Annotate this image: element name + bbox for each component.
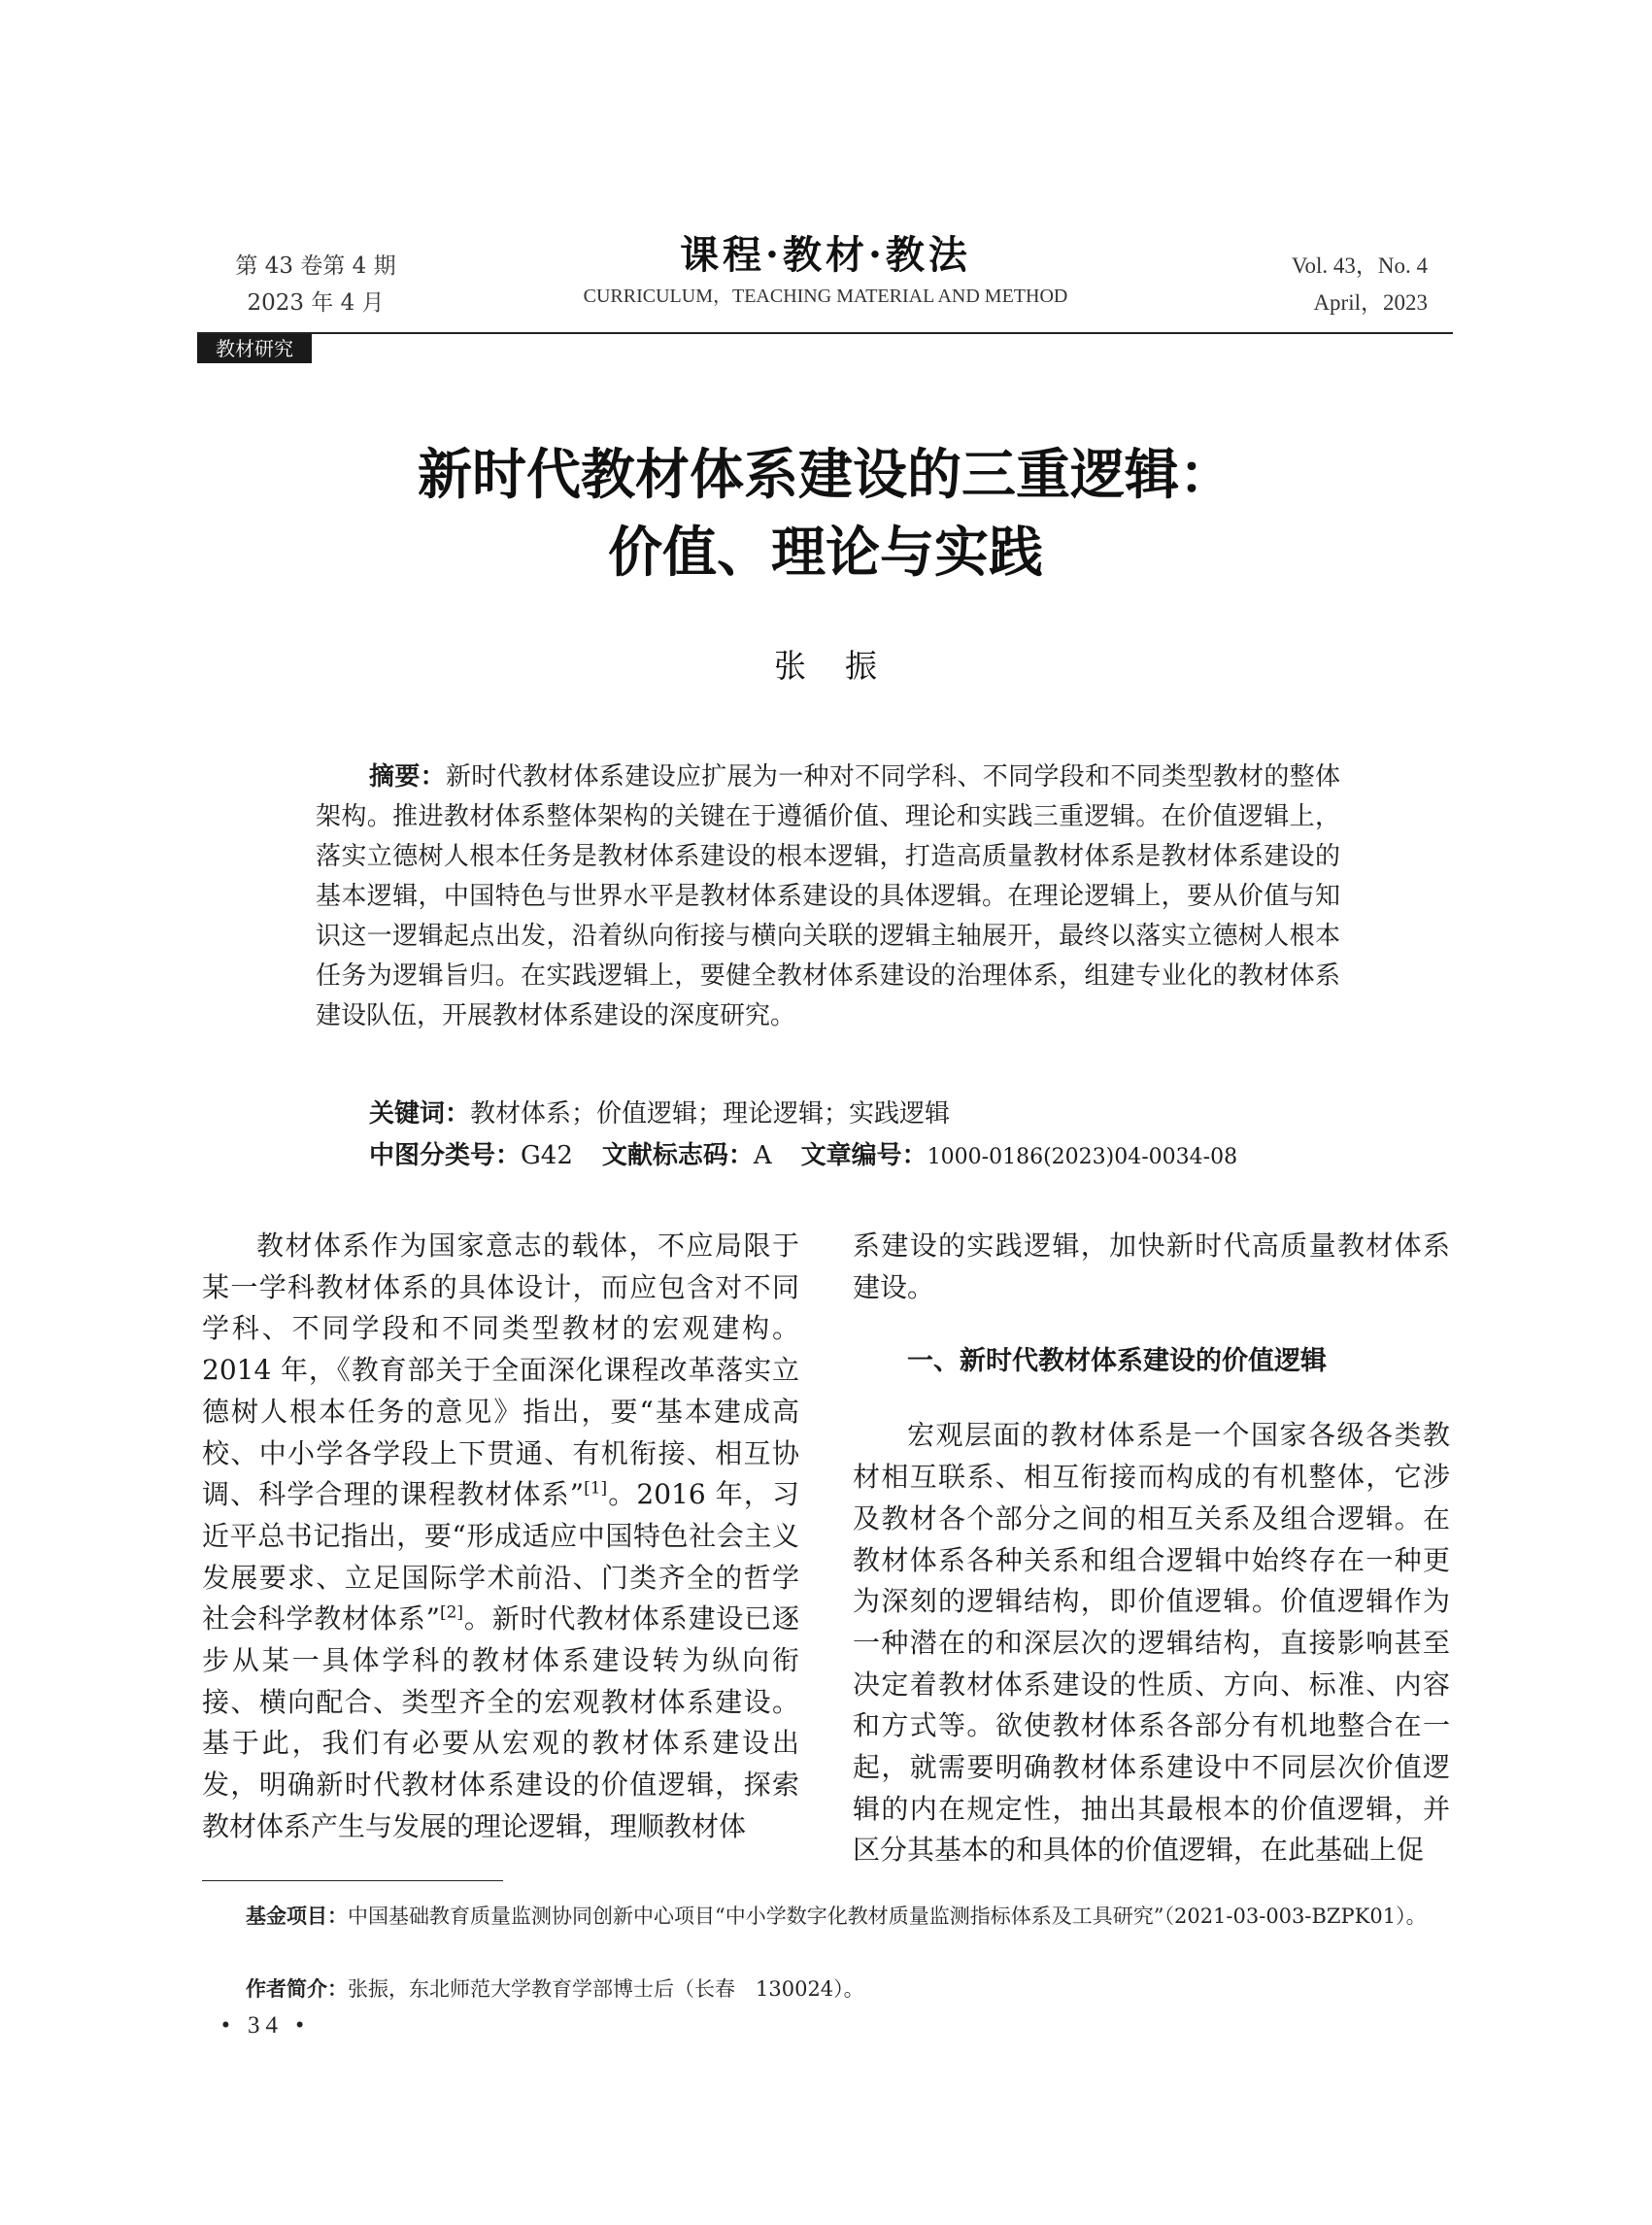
reference-2: [2] (439, 1603, 464, 1623)
article-title (243, 437, 1408, 592)
doc-code-label: 文献标志码： (601, 1141, 754, 1170)
footnote-rule (202, 1880, 503, 1881)
title-line-2: 价值、理论与实践 (608, 522, 1043, 585)
section-1-paragraph: 宏观层面的教材体系是一个国家各级各类教材相互联系、相互衔接而构成的有机整体，它涉及教材各个部分之间的相互关系及组合逻辑。在教材体系各种关系和组合逻辑中始终存在一种更为深刻的逻辑结构，即价值逻辑。价值逻辑作为一种潜在的和深层次的逻辑结构，直接影响甚至决定着教材体系建设的性质、方向、标准、内容和方式等。欲使教材体系各部分有机地整合在一起，就需要明确教材体系建设中不同层次价值逻辑的内在规定性，抽出其最根本的价值逻辑，并区分其基本的和具体的价值逻辑，在此基础上促 (853, 1419, 1450, 1867)
intro-text-c: 。新时代教材体系建设已逐步从某一具体学科的教材体系建设转为纵向衔接、横向配合、类型齐全的宏观教材体系建设。基于此，我们有必要从宏观的教材体系建设出发，明确新时代教材体系建设的价值逻辑，探索教材体系产生与发展的理论逻辑，理顺教材体 (202, 1602, 799, 1842)
author-bio-label: 作者简介： (246, 1977, 348, 2001)
body-column-left (202, 1226, 799, 1848)
page-number: • 34 • (221, 2012, 311, 2039)
journal-title-en: CURRICULUM，TEACHING MATERIAL AND METHOD (583, 286, 1068, 307)
intro-text-b: 。2016 年，习近平总书记指出，要“形成适应中国特色社会主义发展要求、立足国际学术前沿、门类齐全的哲学社会科学教材体系” (202, 1478, 799, 1635)
abstract (316, 758, 1340, 1036)
intro-text-a: 教材体系作为国家意志的载体，不应局限于某一学科教材体系的具体设计，而应包含对不同学科、不同学段和不同类型教材的宏观建构。2014 年，《教育部关于全面深化课程改革落实立德树人根本任务的意见》指出，要“基本建成高校、中小学各学段上下贯通、有机衔接、相互协调、科学合理的课程教材体系” (202, 1230, 799, 1511)
intro-continuation: 系建设的实践逻辑，加快新时代高质量教材体系建设。 (853, 1230, 1450, 1303)
volume-issue-cn: 第 43 卷第 4 期 (235, 253, 396, 279)
section-1-heading: 一、新时代教材体系建设的价值逻辑 (907, 1346, 1327, 1377)
footnote-author (202, 1973, 1455, 2006)
fund-label: 基金项目： (246, 1905, 348, 1928)
intro-paragraph (202, 1226, 799, 1848)
keywords-text: 教材体系；价值逻辑；理论逻辑；实践逻辑 (470, 1099, 951, 1129)
volume-issue-en: Vol. 43，No. 4 (1291, 253, 1428, 278)
date-en: April，2023 (1313, 290, 1428, 315)
body-column-right (853, 1226, 1450, 1871)
abstract-text: 新时代教材体系建设应扩展为一种对不同学科、不同学段和不同类型教材的整体架构。推进教材体系整体架构的关键在于遵循价值、理论和实践三重逻辑。在价值逻辑上，落实立德树人根本任务是教材体系建设的根本逻辑，打造高质量教材体系是教材体系建设的基本逻辑，中国特色与世界水平是教材体系建设的具体逻辑。在理论逻辑上，要从价值与知识这一逻辑起点出发，沿着纵向衔接与横向关联的逻辑主轴展开，最终以落实立德树人根本任务为逻辑旨归。在实践逻辑上，要健全教材体系建设的治理体系，组建专业化的教材体系建设队伍，开展教材体系建设的深度研究。 (316, 762, 1340, 1030)
date-cn: 2023 年 4 月 (247, 290, 385, 316)
clc-value: G42 (521, 1141, 573, 1170)
reference-1: [1] (584, 1478, 608, 1499)
clc-label: 中图分类号： (369, 1141, 522, 1170)
footnote-fund (202, 1901, 1455, 1933)
section-tag: 教材研究 (197, 334, 312, 363)
article-no-value: 1000-0186(2023)04-0034-08 (927, 1145, 1238, 1169)
doc-code-value: A (753, 1141, 772, 1170)
classification-line (369, 1136, 1237, 1177)
keywords (369, 1095, 950, 1134)
header-volume-cn (194, 248, 437, 321)
journal-title-cn: 课程·教材·教法 (680, 232, 971, 278)
title-line-1: 新时代教材体系建设的三重逻辑： (418, 444, 1233, 507)
fund-text: 中国基础教育质量监测协同创新中心项目“中小学数字化教材质量监测指标体系及工具研究”（2021-03-003-BZPK01）。 (348, 1905, 1427, 1928)
article-no-label: 文章编号： (800, 1141, 927, 1170)
abstract-label: 摘要： (369, 762, 446, 792)
author-name: 张振 (774, 647, 916, 685)
header-rule (197, 332, 1453, 334)
keywords-label: 关键词： (369, 1099, 471, 1129)
author-bio-text: 张振，东北师范大学教育学部博士后（长春 130024）。 (348, 1977, 864, 2001)
journal-masthead (505, 231, 1146, 311)
header-volume-en (1204, 248, 1428, 321)
